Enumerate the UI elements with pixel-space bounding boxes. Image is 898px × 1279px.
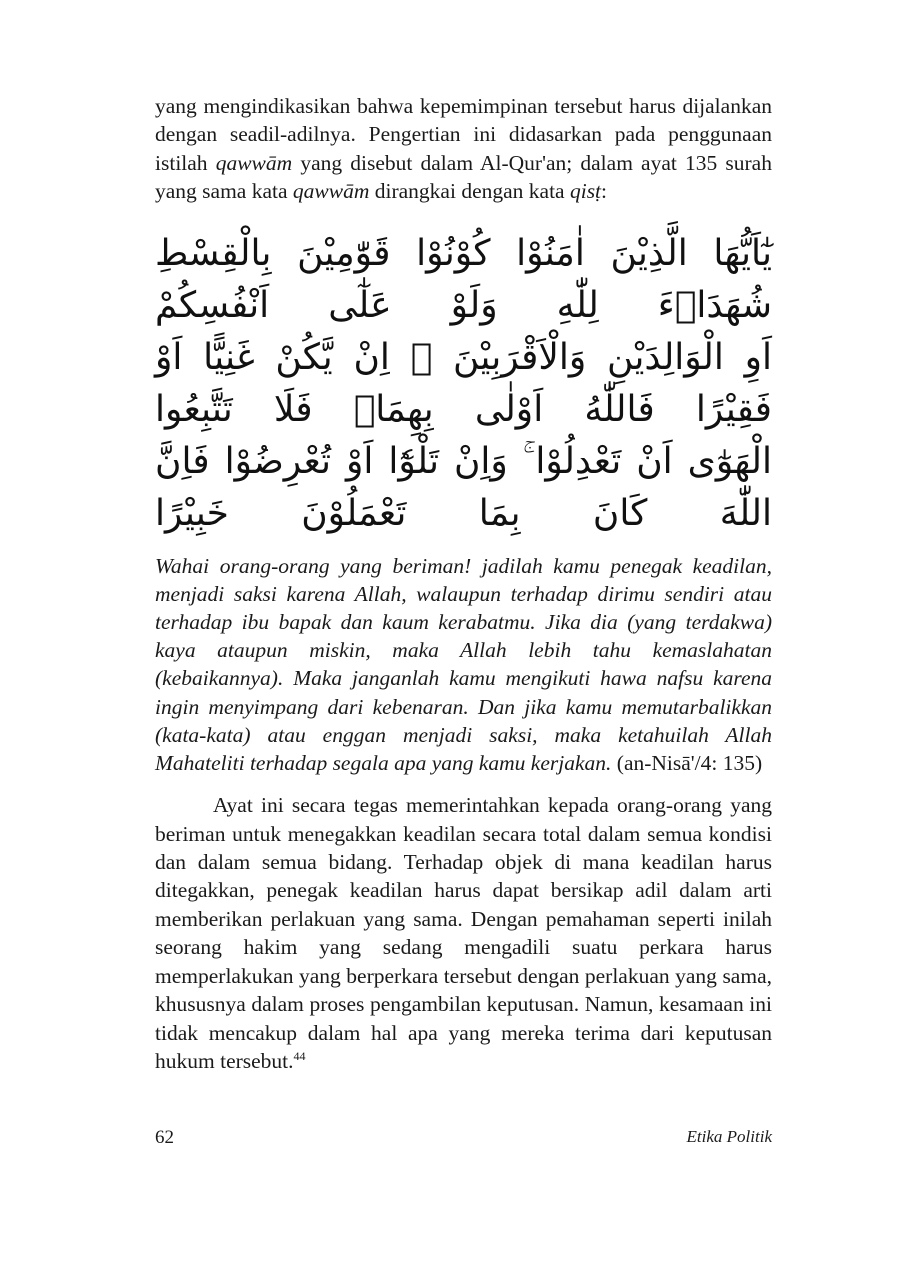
intro-paragraph bbox=[155, 92, 772, 206]
intro-text-4: : bbox=[601, 179, 608, 204]
intro-text-1: yang mengindikasikan bahwa kepemimpinan tersebut harus dijalankan dengan seadil-adilnya. Pengertian ini didasarkan pada penggunaan istilah bbox=[155, 94, 772, 175]
translation-text: Wahai orang-orang yang beriman! jadilah kamu penegak keadilan, menjadi saksi karena Allah, walaupun terhadap dirimu sendiri atau terhadap ibu bapak dan kaum kerabatmu. Jika dia (yang terdakwa) kaya ataupun miskin, maka Allah lebih tahu kemaslahatan (kebaikannya). Maka janganlah kamu mengikuti hawa nafsu karena ingin menyimpang dari kebenaran. Dan jika kamu memutarbalikkan (kata-kata) atau enggan menjadi saksi, maka ketahuilah Allah Mahateliti terhadap segala apa yang kamu kerjakan. bbox=[155, 553, 772, 776]
body-paragraph bbox=[155, 791, 772, 1075]
page-content bbox=[155, 92, 772, 1075]
body-text: Ayat ini secara tegas memerintahkan kepada orang-orang yang beriman untuk menegakkan keadilan secara total dalam semua kondisi dan dalam semua bidang. Terhadap objek di mana keadilan harus ditegakkan, penegak keadilan harus dapat bersikap adil dalam arti memberikan perlakuan yang sama. Dengan pemahaman seperti inilah seorang hakim yang sedang mengadili suatu perkara harus memperlakukan yang berperkara tersebut dengan perlakuan yang sama, khususnya dalam proses pengambilan keputusan. Namun, kesamaan ini tidak mencakup dalam hal apa yang mereka terima dari keputusan hukum tersebut. bbox=[155, 793, 772, 1073]
verse-line-1: يٰٓاَيُّهَا الَّذِيْنَ اٰمَنُوْا كُوْنُوْا قَوّٰمِيْنَ بِالْقِسْطِ شُهَدَاۤءَ لِلّٰهِ وَلَوْ عَلٰٓى اَنْفُسِكُمْ bbox=[155, 232, 772, 326]
term-qawwam-1: qawwām bbox=[215, 150, 293, 175]
quran-verse bbox=[155, 228, 772, 540]
running-title: Etika Politik bbox=[686, 1127, 772, 1146]
term-qist: qisṭ bbox=[569, 179, 602, 204]
intro-text-2: yang disebut dalam Al-Qur'an; dalam ayat 135 surah yang sama kata bbox=[155, 150, 772, 204]
verse-translation bbox=[155, 552, 772, 778]
verse-line-3: الْهَوٰٓى اَنْ تَعْدِلُوْا ۚ وَاِنْ تَلْوٗٓا اَوْ تُعْرِضُوْا فَاِنَّ اللّٰهَ كَانَ بِمَا تَعْمَلُوْنَ خَبِيْرًا bbox=[155, 440, 772, 534]
page-number: 62 bbox=[155, 1127, 174, 1148]
verse-line-2: اَوِ الْوَالِدَيْنِ وَالْاَقْرَبِيْنَ ۚ اِنْ يَّكُنْ غَنِيًّا اَوْ فَقِيْرًا فَاللّٰهُ اَوْلٰى بِهِمَاۗ فَلَا تَتَّبِعُوا bbox=[155, 336, 772, 430]
intro-text-3: dirangkai dengan kata bbox=[369, 179, 570, 204]
term-qawwam-2: qawwām bbox=[292, 179, 370, 204]
footnote-marker: 44 bbox=[293, 1048, 306, 1063]
verse-reference: (an-Nisā'/4: 135) bbox=[611, 751, 763, 776]
